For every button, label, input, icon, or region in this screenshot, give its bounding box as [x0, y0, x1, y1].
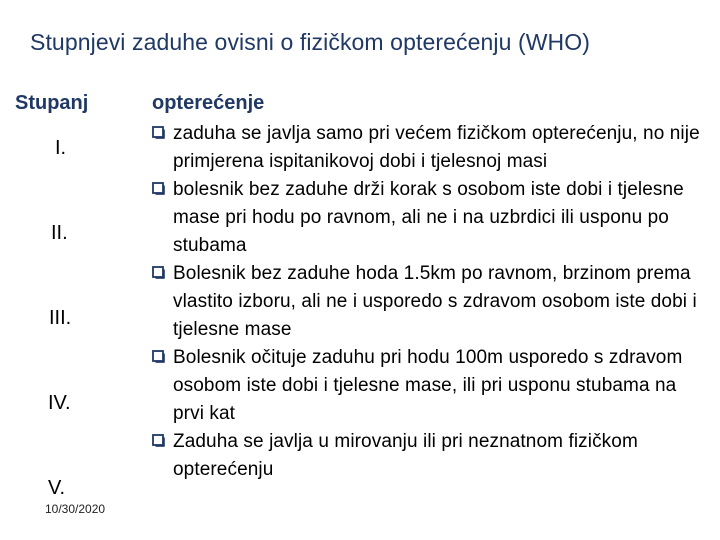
description-text-3: Bolesnik bez zaduhe hoda 1.5km po ravnom, brzinom prema vlastito izboru, ali ne i usporedo s zdravom osobom iste dobi i tjelesne mase	[173, 263, 697, 340]
column-header-load: opterećenje	[152, 92, 265, 114]
description-item-3	[152, 260, 712, 344]
description-text-1: zaduha se javlja samo pri većem fizičkom opterećenju, no nije primjerena ispitanikovoj dobi i tjelesnoj masi	[173, 123, 700, 172]
checkbox-icon	[152, 350, 165, 363]
level-label-3: III.	[49, 307, 72, 329]
checkbox-icon	[152, 266, 165, 279]
description-text-2: bolesnik bez zaduhe drži korak s osobom iste dobi i tjelesne mase pri hodu po ravnom, ali ne i na uzbrdici ili usponu po stubama	[173, 179, 684, 256]
description-item-4	[152, 344, 712, 428]
footer-date: 10/30/2020	[45, 502, 106, 516]
level-label-4: IV.	[48, 392, 71, 414]
description-text-4: Bolesnik očituje zaduhu pri hodu 100m usporedo s zdravom osobom iste dobi i tjelesne mase, ili pri usponu stubama na prvi kat	[173, 347, 683, 424]
checkbox-icon	[152, 182, 165, 195]
description-list	[152, 120, 712, 484]
description-item-1	[152, 120, 712, 176]
slide-title: Stupnjevi zaduhe ovisni o fizičkom opterećenju (WHO)	[30, 29, 590, 55]
description-text-5: Zaduha se javlja u mirovanju ili pri neznatnom fizičkom opterećenju	[173, 431, 638, 480]
level-label-5: V.	[48, 477, 66, 499]
column-header-level: Stupanj	[15, 92, 89, 114]
description-item-5	[152, 428, 712, 484]
description-item-2	[152, 176, 712, 260]
checkbox-icon	[152, 126, 165, 139]
checkbox-icon	[152, 434, 165, 447]
level-label-1: I.	[55, 137, 67, 159]
level-label-2: II.	[51, 222, 68, 244]
